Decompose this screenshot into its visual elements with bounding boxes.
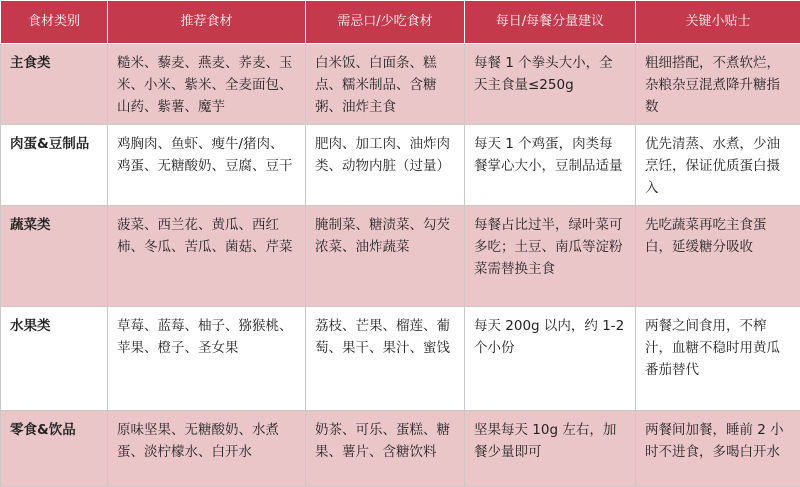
category-cell: 主食类	[1, 44, 108, 125]
portion-cell: 每天 1 个鸡蛋，肉类每餐掌心大小，豆制品适量	[465, 125, 636, 206]
recommended-cell: 菠菜、西兰花、黄瓜、西红柿、冬瓜、苦瓜、菌菇、芹菜	[108, 206, 306, 307]
avoid-cell: 奶茶、可乐、蛋糕、糖果、薯片、含糖饮料	[306, 411, 465, 487]
tip-cell: 两餐之间食用，不榨汁，血糖不稳时用黄瓜番茄替代	[636, 307, 800, 411]
recommended-cell: 鸡胸肉、鱼虾、瘦牛/猪肉、鸡蛋、无糖酸奶、豆腐、豆干	[108, 125, 306, 206]
category-cell: 水果类	[1, 307, 108, 411]
table-row	[1, 307, 800, 411]
header-category: 食材类别	[1, 1, 108, 44]
tip-cell: 优先清蒸、水煮，少油烹饪，保证优质蛋白摄入	[636, 125, 800, 206]
recommended-cell: 糙米、藜麦、燕麦、荞麦、玉米、小米、紫米、全麦面包、山药、紫薯、魔芋	[108, 44, 306, 125]
table-body	[1, 44, 800, 487]
avoid-cell: 荔枝、芒果、榴莲、葡萄、果干、果汁、蜜饯	[306, 307, 465, 411]
header-portion: 每日/每餐分量建议	[465, 1, 636, 44]
tip-cell: 粗细搭配，不煮软烂，杂粮杂豆混煮降升糖指数	[636, 44, 800, 125]
tip-cell: 先吃蔬菜再吃主食蛋白，延缓糖分吸收	[636, 206, 800, 307]
category-cell: 肉蛋&豆制品	[1, 125, 108, 206]
table-row	[1, 44, 800, 125]
tip-cell: 两餐间加餐，睡前 2 小时不进食，多喝白开水	[636, 411, 800, 487]
portion-cell: 每餐占比过半，绿叶菜可多吃；土豆、南瓜等淀粉菜需替换主食	[465, 206, 636, 307]
header-row	[1, 1, 800, 44]
table-header	[1, 1, 800, 44]
header-avoid: 需忌口/少吃食材	[306, 1, 465, 44]
avoid-cell: 肥肉、加工肉、油炸肉类、动物内脏（过量）	[306, 125, 465, 206]
category-cell: 零食&饮品	[1, 411, 108, 487]
avoid-cell: 腌制菜、糖渍菜、勾芡浓菜、油炸蔬菜	[306, 206, 465, 307]
category-cell: 蔬菜类	[1, 206, 108, 307]
header-recommended: 推荐食材	[108, 1, 306, 44]
table-row	[1, 206, 800, 307]
table-row	[1, 411, 800, 487]
portion-cell: 每天 200g 以内，约 1-2 个小份	[465, 307, 636, 411]
table-row	[1, 125, 800, 206]
avoid-cell: 白米饭、白面条、糕点、糯米制品、含糖粥、油炸主食	[306, 44, 465, 125]
recommended-cell: 草莓、蓝莓、柚子、猕猴桃、苹果、橙子、圣女果	[108, 307, 306, 411]
recommended-cell: 原味坚果、无糖酸奶、水煮蛋、淡柠檬水、白开水	[108, 411, 306, 487]
portion-cell: 每餐 1 个拳头大小，全天主食量≤250g	[465, 44, 636, 125]
header-tip: 关键小贴士	[636, 1, 800, 44]
portion-cell: 坚果每天 10g 左右，加餐少量即可	[465, 411, 636, 487]
